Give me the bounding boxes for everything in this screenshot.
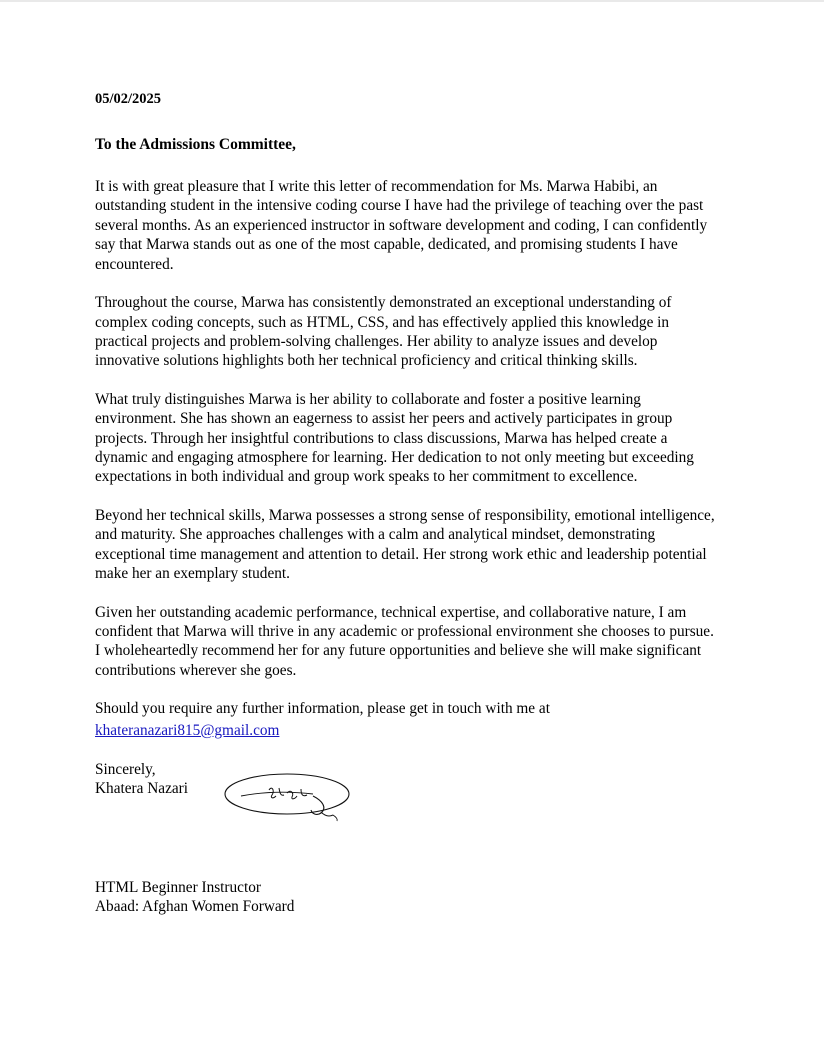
- signer-name: Khatera Nazari: [95, 780, 188, 798]
- signature-image: [217, 766, 367, 828]
- closing-block: [95, 760, 715, 840]
- signature-footer: [95, 878, 715, 916]
- paragraph-2: Throughout the course, Marwa has consistently demonstrated an exceptional understanding of complex coding concepts, such as HTML, CSS, and has effectively applied this knowledge in practical projects and problem-solving challenges. Her ability to analyze issues and develop innovative solutions highlights both her technical proficiency and critical thinking skills.: [95, 294, 672, 370]
- letter-content: [95, 90, 715, 916]
- contact-intro-text: Should you require any further information, please get in touch with me at: [95, 700, 550, 718]
- email-link[interactable]: khateranazari815@gmail.com: [95, 721, 280, 739]
- paragraph-1: It is with great pleasure that I write this letter of recommendation for Ms. Marwa Habibi, an outstanding student in the intensive coding course I have had the privilege of teaching over the past several months. As an experienced instructor in software development and coding, I can confidently say that Marwa stands out as one of the most capable, dedicated, and promising students I have encountered.: [95, 177, 708, 273]
- sign-off-text: Sincerely,: [95, 761, 156, 779]
- signer-title: HTML Beginner Instructor: [95, 879, 261, 897]
- page-top-edge: [0, 0, 824, 2]
- paragraph-3: What truly distinguishes Marwa is her ability to collaborate and foster a positive learning environment. She has shown an eagerness to assist her peers and actively participates in group projects. Through her insightful contributions to class discussions, Marwa has helped create a dynamic and engaging atmosphere for learning. Her dedication to not only meeting but exceeding expectations in both individual and group work speaks to her commitment to excellence.: [95, 390, 694, 486]
- signer-organization: Abaad: Afghan Women Forward: [95, 898, 295, 916]
- paragraph-4: Beyond her technical skills, Marwa possesses a strong sense of responsibility, emotional intelligence, and maturity. She approaches challenges with a calm and analytical mindset, demonstrating exceptional time management and attention to detail. Her strong work ethic and leadership potential make her an exemplary student.: [95, 506, 715, 583]
- letter-date: 05/02/2025: [95, 91, 162, 107]
- letter-salutation: To the Admissions Committee,: [95, 135, 296, 153]
- paragraph-5: Given her outstanding academic performance, technical expertise, and collaborative nature, I am confident that Marwa will thrive in any academic or professional environment she chooses to pursue. I wholeheartedly recommend her for any future opportunities and believe she will make significant contributions wherever she goes.: [95, 603, 714, 679]
